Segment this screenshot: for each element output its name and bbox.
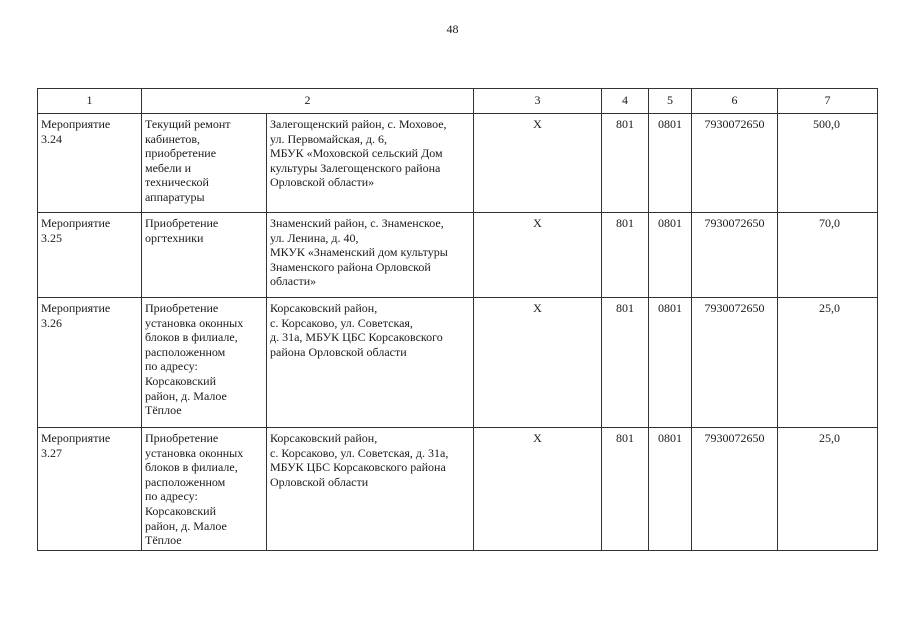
col4-cell: 801 — [602, 114, 649, 213]
col6-cell: 7930072650 — [692, 298, 778, 428]
header-cell-5: 5 — [649, 89, 692, 114]
col7-cell: 25,0 — [778, 428, 878, 551]
col3-cell: Х — [474, 114, 602, 213]
col7-cell: 70,0 — [778, 213, 878, 298]
col6-cell: 7930072650 — [692, 114, 778, 213]
col4-cell: 801 — [602, 428, 649, 551]
col3-cell: Х — [474, 213, 602, 298]
address-cell: Знаменский район, с. Знаменское, ул. Ленина, д. 40, МКУК «Знаменский дом культуры Знаменского района Орловской области» — [267, 213, 474, 298]
address-cell: Корсаковский район, с. Корсаково, ул. Советская, д. 31а, МБУК ЦБС Корсаковского района Орловской области — [267, 428, 474, 551]
col6-cell: 7930072650 — [692, 428, 778, 551]
table-row — [38, 298, 878, 428]
header-cell-7: 7 — [778, 89, 878, 114]
event-cell: Мероприятие 3.24 — [38, 114, 142, 213]
col4-cell: 801 — [602, 298, 649, 428]
event-cell: Мероприятие 3.27 — [38, 428, 142, 551]
event-cell: Мероприятие 3.26 — [38, 298, 142, 428]
col5-cell: 0801 — [649, 213, 692, 298]
name-cell: Приобретение установка оконных блоков в филиале, расположенном по адресу: Корсаковский район, д. Малое Тёплое — [142, 298, 267, 428]
name-cell: Приобретение установка оконных блоков в филиале, расположенном по адресу: Корсаковский район, д. Малое Тёплое — [142, 428, 267, 551]
col7-cell: 500,0 — [778, 114, 878, 213]
col7-cell: 25,0 — [778, 298, 878, 428]
header-cell-1: 1 — [38, 89, 142, 114]
col5-cell: 0801 — [649, 114, 692, 213]
col6-cell: 7930072650 — [692, 213, 778, 298]
table-row — [38, 114, 878, 213]
name-cell: Текущий ремонт кабинетов, приобретение мебели и технической аппаратуры — [142, 114, 267, 213]
header-cell-2: 2 — [142, 89, 474, 114]
table-row — [38, 213, 878, 298]
col4-cell: 801 — [602, 213, 649, 298]
address-cell: Корсаковский район, с. Корсаково, ул. Советская, д. 31а, МБУК ЦБС Корсаковского района Орловской области — [267, 298, 474, 428]
header-cell-4: 4 — [602, 89, 649, 114]
col5-cell: 0801 — [649, 428, 692, 551]
address-cell: Залегощенский район, с. Моховое, ул. Первомайская, д. 6, МБУК «Моховской сельский Дом культуры Залегощенского района Орловской области» — [267, 114, 474, 213]
col3-cell: Х — [474, 428, 602, 551]
name-cell: Приобретение оргтехники — [142, 213, 267, 298]
header-cell-3: 3 — [474, 89, 602, 114]
header-cell-6: 6 — [692, 89, 778, 114]
budget-table — [37, 88, 878, 551]
event-cell: Мероприятие 3.25 — [38, 213, 142, 298]
page-number: 48 — [446, 22, 459, 36]
col3-cell: Х — [474, 298, 602, 428]
table-row — [38, 428, 878, 551]
table-header-row — [38, 89, 878, 114]
col5-cell: 0801 — [649, 298, 692, 428]
